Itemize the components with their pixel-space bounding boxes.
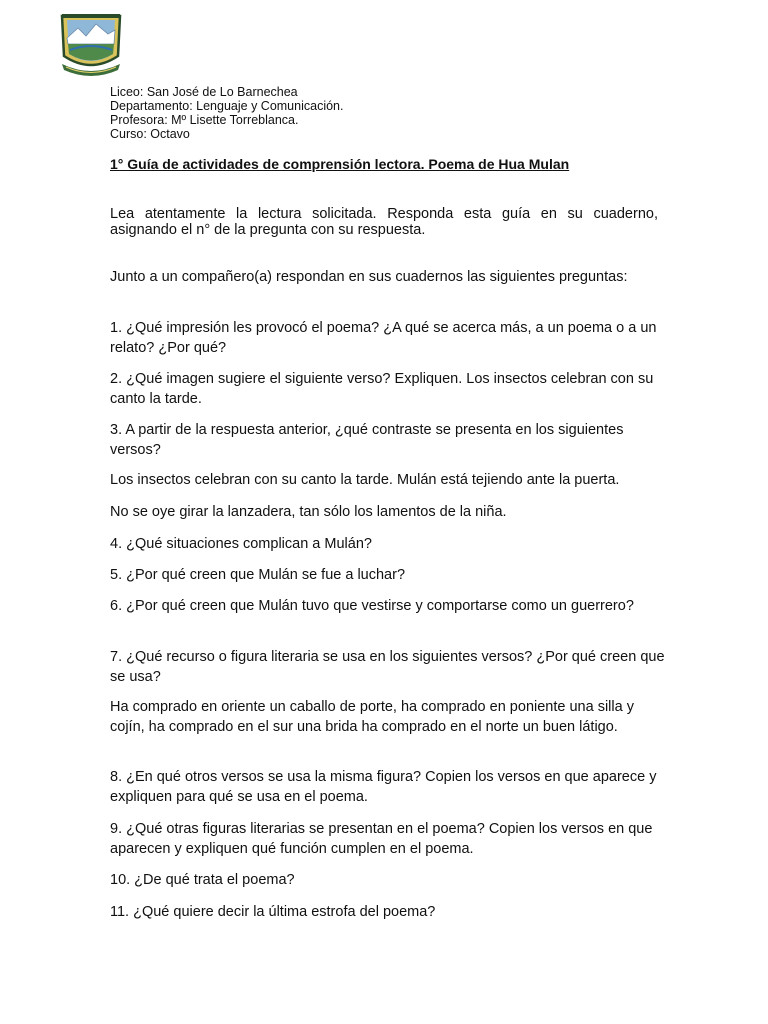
question-11: 11. ¿Qué quiere decir la última estrofa del poema?	[110, 904, 436, 920]
intro-paragraph: Lea atentamente la lectura solicitada. Responda esta guía en su cuaderno, asignando el n° de la pregunta con su respuesta.	[110, 206, 658, 238]
document-title: 1° Guía de actividades de comprensión lectora. Poema de Hua Mulan	[110, 156, 570, 172]
question-10: 10. ¿De qué trata el poema?	[110, 872, 295, 888]
verse-1: Los insectos celebran con su canto la tarde. Mulán está tejiendo ante la puerta.	[110, 472, 620, 488]
teacher-line: Profesora: Mº Lisette Torreblanca.	[110, 113, 299, 127]
document-header	[110, 85, 343, 141]
verse-2: No se oye girar la lanzadera, tan sólo los lamentos de la niña.	[110, 504, 507, 520]
question-9: 9. ¿Qué otras figuras literarias se presentan en el poema? Copien los versos en que aparecen y expliquen qué función cumplen en el poema.	[110, 821, 653, 857]
school-line: Liceo: San José de Lo Barnechea	[110, 85, 298, 99]
instructions-paragraph: Junto a un compañero(a) respondan en sus cuadernos las siguientes preguntas:	[110, 269, 628, 285]
question-7: 7. ¿Qué recurso o figura literaria se usa en los siguientes versos? ¿Por qué creen que se usa?	[110, 649, 665, 685]
question-2: 2. ¿Qué imagen sugiere el siguiente verso? Expliquen. Los insectos celebran con su canto la tarde.	[110, 371, 654, 407]
question-8: 8. ¿En qué otros versos se usa la misma figura? Copien los versos en que aparece y expliquen para qué se usa en el poema.	[110, 769, 657, 805]
question-4: 4. ¿Qué situaciones complican a Mulán?	[110, 536, 372, 552]
question-5: 5. ¿Por qué creen que Mulán se fue a luchar?	[110, 567, 406, 583]
question-3: 3. A partir de la respuesta anterior, ¿qué contraste se presenta en los siguientes versos?	[110, 422, 624, 458]
question-6: 6. ¿Por qué creen que Mulán tuvo que vestirse y comportarse como un guerrero?	[110, 598, 634, 614]
question-1: 1. ¿Qué impresión les provocó el poema? ¿A qué se acerca más, a un poema o a un relato? ¿Por qué?	[110, 320, 657, 356]
department-line: Departamento: Lenguaje y Comunicación.	[110, 99, 344, 113]
verse-3: Ha comprado en oriente un caballo de porte, ha comprado en poniente una silla y cojín, ha comprado en el sur una brida ha comprado en el norte un buen látigo.	[110, 699, 634, 735]
school-crest-logo	[56, 12, 126, 76]
course-line: Curso: Octavo	[110, 127, 190, 141]
